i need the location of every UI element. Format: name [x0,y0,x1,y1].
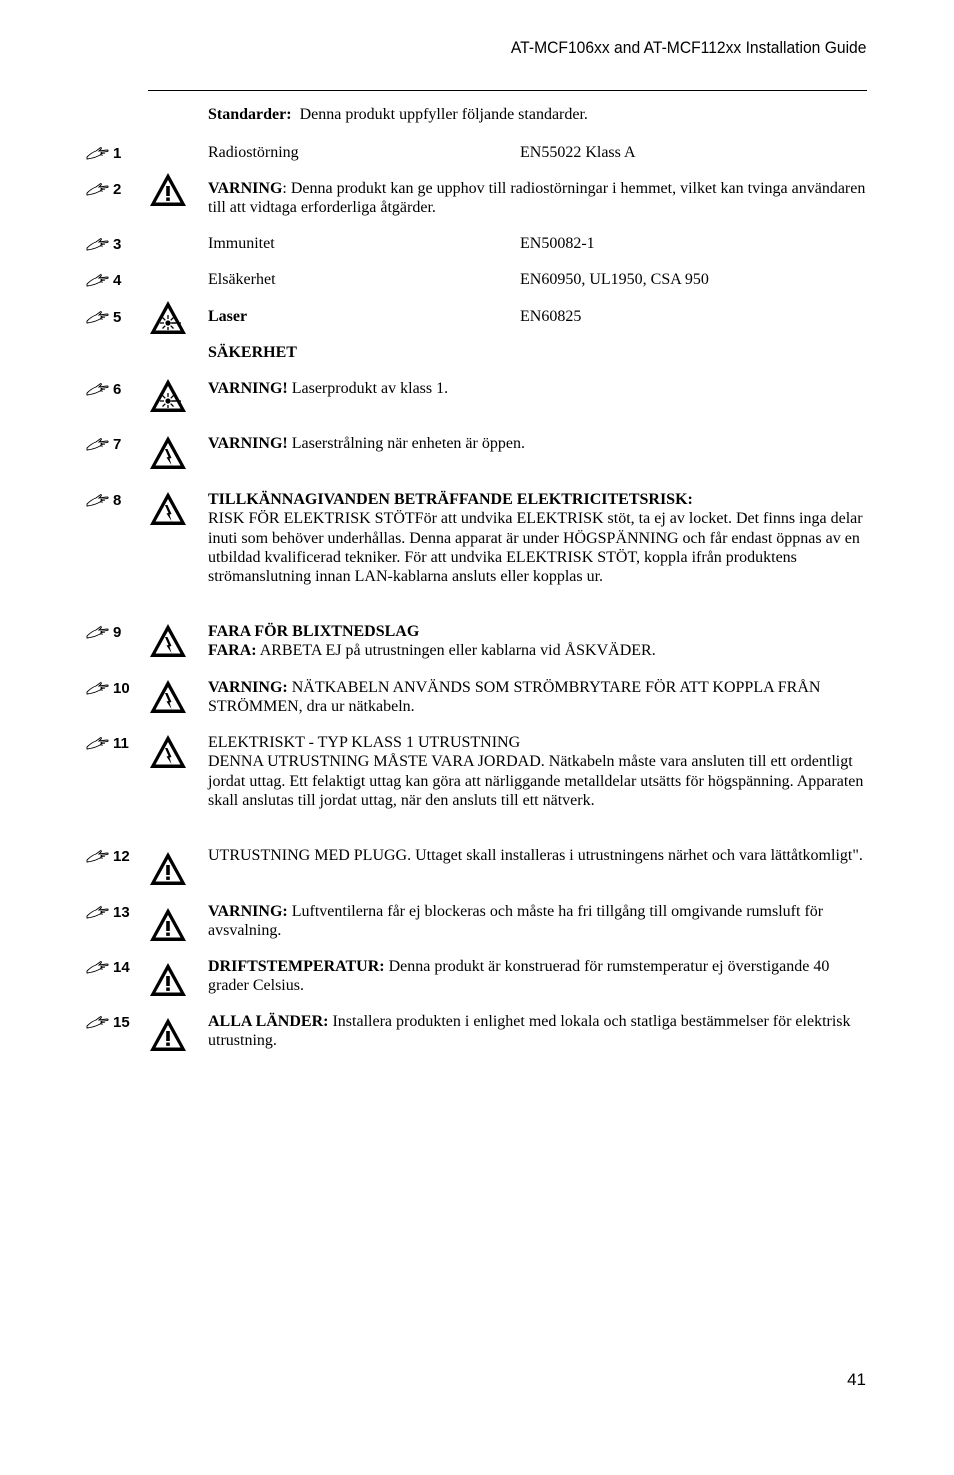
laser-warning-icon [148,377,188,415]
laser-warning-icon [148,299,188,337]
standards-intro [208,106,588,124]
item-text: ELEKTRISKT - TYP KLASS 1 UTRUSTNING DENNA UTRUSTNING MÅSTE VARA JORDAD. Nätkabeln måste vara ansluten till ett ordentligt jordat uttag. Ett felaktigt uttag kan göra att närliggande metalldelar utsätts för högspänning. Apparaten skall anslutas till jordat uttag, när den ansluts till ett nätverk. [208,734,864,809]
pointing-hand-icon [86,736,110,750]
pointing-hand-icon [86,182,110,196]
item-number: 1 [86,143,121,163]
header-rule [148,90,867,91]
pointing-hand-icon [86,681,110,695]
item-number: 4 [86,270,121,290]
pointing-hand-icon [86,437,110,451]
pointing-hand-icon [86,625,110,639]
page-header-title: AT-MCF106xx and AT-MCF112xx Installation Guide [510,38,866,57]
pointing-hand-icon [86,237,110,251]
item-number: 3 [86,234,121,254]
electric-warning-icon [148,434,188,472]
item-number: 5 [86,307,121,327]
exclamation-warning-icon [148,961,188,999]
pointing-hand-icon [86,382,110,396]
exclamation-warning-icon [148,1016,188,1054]
item-number: 15 [86,1012,130,1032]
exclamation-warning-icon [148,906,188,944]
pointing-hand-icon [86,1015,110,1029]
exclamation-warning-icon [148,850,188,888]
item-text: Immunitet [208,235,275,252]
item-number: 12 [86,846,130,866]
item-text: VARNING! Laserprodukt av klass 1. [208,380,449,397]
item-number: 10 [86,678,130,698]
electric-warning-icon [148,733,188,771]
item-standard: EN55022 Klass A [520,144,636,161]
item-text: Laser [208,308,248,325]
item-text: VARNING: Denna produkt kan ge upphov till radiostörningar i hemmet, vilket kan tvinga användaren till att vidtaga erforderliga åtgärder. [208,180,866,217]
exclamation-warning-icon [148,171,188,209]
item-number: 2 [86,179,121,199]
item-standard: EN50082-1 [520,235,595,252]
item-text: UTRUSTNING MED PLUGG. Uttaget skall installeras i utrustningens närhet och vara lättåtkomligt". [208,847,863,864]
item-number: 8 [86,490,121,510]
item-number: 6 [86,379,121,399]
item-text: FARA FÖR BLIXTNEDSLAG FARA: ARBETA EJ på utrustningen eller kablarna vid ÅSKVÄDER. [208,623,656,660]
electric-warning-icon [148,678,188,716]
pointing-hand-icon [86,493,110,507]
pointing-hand-icon [86,905,110,919]
intro-label: Standarder: [208,106,292,123]
item-number: 14 [86,957,130,977]
item-standard: EN60825 [520,308,582,325]
pointing-hand-icon [86,146,110,160]
item-text: VARNING! Laserstrålning när enheten är öppen. [208,435,525,452]
item-text: VARNING: NÄTKABELN ANVÄNDS SOM STRÖMBRYTARE FÖR ATT KOPPLA FRÅN STRÖMMEN, dra ur nätkabeln. [208,679,821,716]
item-standard: EN60950, UL1950, CSA 950 [520,271,709,288]
item-text: VARNING: Luftventilerna får ej blockeras och måste ha fri tillgång till omgivande rumsluft för avsvalning. [208,903,824,940]
pointing-hand-icon [86,849,110,863]
pointing-hand-icon [86,273,110,287]
item-text: Radiostörning [208,144,299,161]
pointing-hand-icon [86,960,110,974]
safety-heading: SÄKERHET [208,344,297,361]
page-number: 41 [847,1370,866,1389]
item-number: 9 [86,622,121,642]
item-text: DRIFTSTEMPERATUR: Denna produkt är konstruerad för rumstemperatur ej överstigande 40 grader Celsius. [208,958,830,995]
item-text: TILLKÄNNAGIVANDEN BETRÄFFANDE ELEKTRICITETSRISK: RISK FÖR ELEKTRISK STÖTFör att undvika ELEKTRISK stöt, ta ej av locket. Det finns inga delar inuti som behöver underhållas. Denna apparat är under HÖGSPÄNNING och får endast öppnas av en utbildad kvalificerad tekniker. För att undvika ELEKTRISK STÖT, koppla ifrån produktens strömanslutning innan LAN-kablarna ansluts eller kopplas ur. [208,491,863,586]
item-text: Elsäkerhet [208,271,276,288]
intro-text: Denna produkt uppfyller följande standarder. [299,106,588,123]
pointing-hand-icon [86,310,110,324]
item-number: 13 [86,902,130,922]
item-text: ALLA LÄNDER: Installera produkten i enlighet med lokala och statliga bestämmelser för elektrisk utrustning. [208,1013,851,1050]
electric-warning-icon [148,622,188,660]
electric-warning-icon [148,490,188,528]
item-number: 7 [86,434,121,454]
item-number: 11 [86,733,129,753]
